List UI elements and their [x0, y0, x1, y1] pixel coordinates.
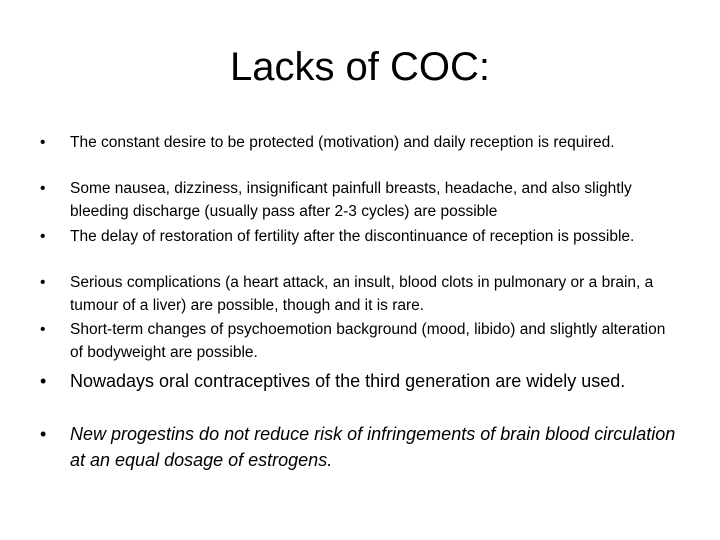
bullet-text: The delay of restoration of fertility after the discontinuance of reception is possible.	[70, 228, 635, 245]
bullet-text: Short-term changes of psychoemotion background (mood, libido) and slightly alteration of bodyweight are possible.	[70, 321, 666, 361]
bullet-text: Some nausea, dizziness, insignificant painfull breasts, headache, and also slightly bleeding discharge (usually pass after 2-3 cycles) are possible	[70, 180, 632, 220]
bullet-text: New progestins do not reduce risk of infringements of brain blood circulation at an equal dosage of estrogens.	[70, 424, 676, 470]
bullet-dot: •	[40, 424, 47, 444]
slide-title: Lacks of COC:	[229, 45, 491, 89]
bullet-dot: •	[40, 321, 46, 338]
bullet-dot: •	[40, 274, 46, 291]
bullet-dot: •	[40, 134, 46, 151]
bullet-dot: •	[40, 228, 46, 245]
bullet-dot: •	[40, 371, 47, 391]
bullet-text: Nowadays oral contraceptives of the third generation are widely used.	[70, 371, 626, 391]
bullet-text: The constant desire to be protected (motivation) and daily reception is required.	[70, 134, 615, 151]
bullet-dot: •	[40, 180, 46, 197]
bullet-text: Serious complications (a heart attack, an insult, blood clots in pulmonary or a brain, a tumour of a liver) are possible, though and it is rare.	[70, 274, 654, 314]
